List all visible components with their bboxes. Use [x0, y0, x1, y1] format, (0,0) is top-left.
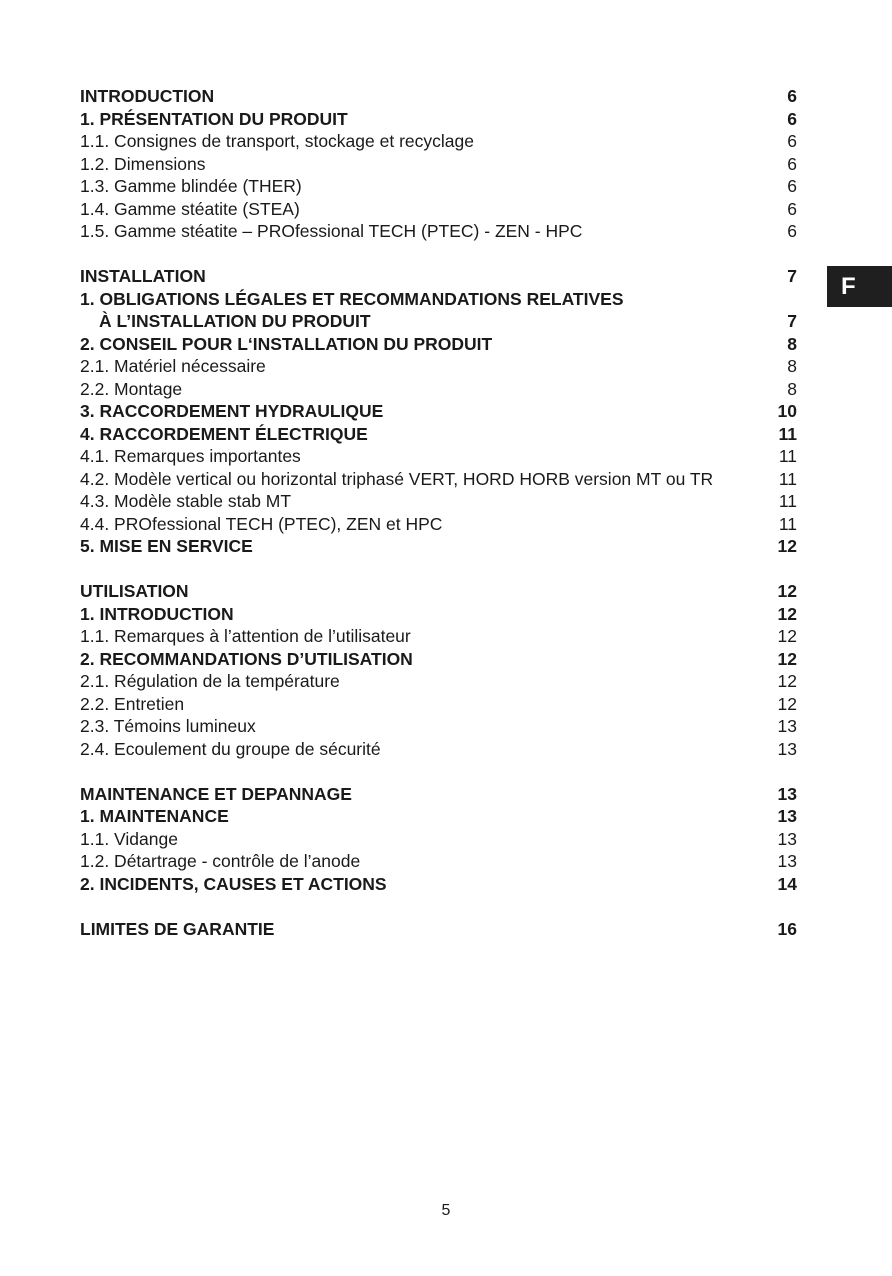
toc-entry-row	[80, 355, 797, 378]
toc-entry-title: 1.3. Gamme blindée (THER)	[80, 176, 302, 196]
toc-entry-title: 1.1. Remarques à l’attention de l’utilisateur	[80, 626, 411, 646]
toc-entry-row	[80, 715, 797, 738]
toc-entry-row	[80, 378, 797, 401]
toc-entry-title: 2.2. Entretien	[80, 693, 185, 714]
toc-entry-title: 1.1. Consignes de transport, stockage et recyclage	[80, 131, 474, 151]
toc-entry-page: 8	[787, 378, 797, 399]
toc-heading-row	[80, 333, 797, 356]
toc-section	[80, 918, 797, 941]
toc-entry-title: 4.2. Modèle vertical ou horizontal triphasé VERT, HORD HORB version MT ou TR	[80, 468, 714, 489]
toc-entry-row	[80, 198, 797, 221]
toc-entry-page: 11	[778, 446, 797, 466]
toc-entry-title: 2. RECOMMANDATIONS D’UTILISATION	[80, 648, 413, 669]
toc-heading-row	[80, 423, 797, 446]
toc-entry-page: 11	[778, 423, 797, 444]
toc-entry-title: 2.1. Matériel nécessaire	[80, 356, 266, 376]
toc-entry-title: 4.4. PROfessional TECH (PTEC), ZEN et HPC	[80, 513, 443, 534]
toc-entry-page: 13	[777, 716, 797, 736]
toc-entry-title: LIMITES DE GARANTIE	[80, 918, 275, 939]
toc-entry-title: 2.3. Témoins lumineux	[80, 716, 256, 736]
toc-entry-title: 1.2. Dimensions	[80, 153, 206, 174]
toc-entry-page: 12	[777, 626, 797, 646]
toc-entry-title: 1.5. Gamme stéatite – PROfessional TECH (PTEC) - ZEN - HPC	[80, 221, 583, 241]
toc-entry-title: 2. INCIDENTS, CAUSES ET ACTIONS	[80, 873, 387, 894]
toc-section	[80, 783, 797, 896]
toc-heading-row	[80, 85, 797, 108]
toc-section	[80, 580, 797, 760]
toc-entry-title: 2.4. Ecoulement du groupe de sécurité	[80, 738, 381, 759]
toc-entry-title: 1. INTRODUCTION	[80, 603, 234, 624]
toc-heading-row	[80, 288, 797, 311]
toc-entry-title: 4. RACCORDEMENT ÉLECTRIQUE	[80, 423, 368, 444]
toc-heading-row	[80, 783, 797, 806]
toc-entry-page: 8	[787, 333, 797, 354]
toc-entry-row	[80, 220, 797, 243]
toc-heading-row	[80, 805, 797, 828]
toc-entry-page: 6	[787, 176, 797, 196]
toc-entry-row	[80, 445, 797, 468]
toc-entry-page: 12	[777, 693, 797, 714]
toc-entry-title: 2.1. Régulation de la température	[80, 671, 340, 691]
toc-entry-page: 6	[787, 86, 797, 106]
toc-entry-page: 12	[777, 536, 797, 556]
toc-entry-title: MAINTENANCE ET DEPANNAGE	[80, 783, 352, 804]
toc-heading-row	[80, 400, 797, 423]
toc-entry-page: 12	[777, 603, 797, 624]
toc-entry-title: INSTALLATION	[80, 266, 206, 286]
toc-entry-page: 6	[787, 198, 797, 219]
toc-heading-row	[80, 108, 797, 131]
toc-entry-title: 2. CONSEIL POUR L‘INSTALLATION DU PRODUIT	[80, 333, 493, 354]
toc-heading-row	[80, 265, 797, 288]
toc-entry-title: 4.1. Remarques importantes	[80, 446, 301, 466]
toc-entry-row	[80, 738, 797, 761]
toc-entry-title: À L’INSTALLATION DU PRODUIT	[99, 311, 371, 331]
toc-entry-title: 1. PRÉSENTATION DU PRODUIT	[80, 108, 348, 129]
toc-entry-title: 1. OBLIGATIONS LÉGALES ET RECOMMANDATIONS RELATIVES	[80, 288, 624, 309]
toc-entry-title: 2.2. Montage	[80, 378, 183, 399]
toc-entry-page: 10	[777, 401, 797, 421]
toc-entry-row	[80, 670, 797, 693]
toc-entry-title: 5. MISE EN SERVICE	[80, 536, 253, 556]
page-number: 5	[441, 1202, 451, 1219]
toc-entry-title: 1.1. Vidange	[80, 828, 178, 849]
toc-heading-row	[80, 310, 797, 333]
toc-entry-row	[80, 490, 797, 513]
toc-entry-page: 6	[787, 131, 797, 151]
toc-heading-row	[80, 873, 797, 896]
toc-entry-page: 6	[787, 221, 797, 241]
toc-entry-page: 11	[778, 513, 797, 534]
toc-entry-row	[80, 693, 797, 716]
toc-entry-page: 7	[787, 311, 797, 331]
toc-entry-page: 13	[777, 738, 797, 759]
toc-entry-page: 12	[777, 671, 797, 691]
toc-entry-row	[80, 513, 797, 536]
toc-entry-page: 14	[777, 873, 797, 894]
toc-entry-title: 4.3. Modèle stable stab MT	[80, 491, 292, 511]
toc-entry-page: 6	[787, 108, 797, 129]
toc-heading-row	[80, 918, 797, 941]
toc-heading-row	[80, 603, 797, 626]
toc-entry-row	[80, 130, 797, 153]
toc-entry-page: 6	[787, 153, 797, 174]
toc-entry-page: 13	[777, 783, 797, 804]
toc-entry-page: 11	[778, 491, 797, 511]
toc-heading-row	[80, 580, 797, 603]
toc-entry-row	[80, 153, 797, 176]
toc-entry-title: 3. RACCORDEMENT HYDRAULIQUE	[80, 401, 384, 421]
toc-entry-row	[80, 468, 797, 491]
toc-heading-row	[80, 535, 797, 558]
toc-entry-row	[80, 828, 797, 851]
toc-section	[80, 265, 797, 558]
toc-entry-page: 11	[778, 468, 797, 489]
toc-entry-page: 12	[777, 648, 797, 669]
toc-entry-page: 16	[777, 918, 797, 939]
toc-entry-title: 1.2. Détartrage - contrôle de l’anode	[80, 851, 361, 871]
language-tab: F	[827, 266, 892, 307]
toc-entry-page: 13	[777, 806, 797, 826]
table-of-contents	[80, 85, 797, 940]
toc-entry-row	[80, 850, 797, 873]
toc-entry-row	[80, 175, 797, 198]
toc-entry-title: 1. MAINTENANCE	[80, 806, 229, 826]
toc-section	[80, 85, 797, 243]
toc-entry-page: 13	[777, 851, 797, 871]
toc-heading-row	[80, 648, 797, 671]
toc-entry-title: INTRODUCTION	[80, 86, 215, 106]
toc-entry-title: 1.4. Gamme stéatite (STEA)	[80, 198, 300, 219]
toc-entry-row	[80, 625, 797, 648]
toc-entry-title: UTILISATION	[80, 581, 189, 601]
toc-entry-page: 13	[777, 828, 797, 849]
toc-entry-page: 8	[787, 356, 797, 376]
toc-entry-page: 12	[777, 581, 797, 601]
toc-entry-page: 7	[787, 266, 797, 286]
